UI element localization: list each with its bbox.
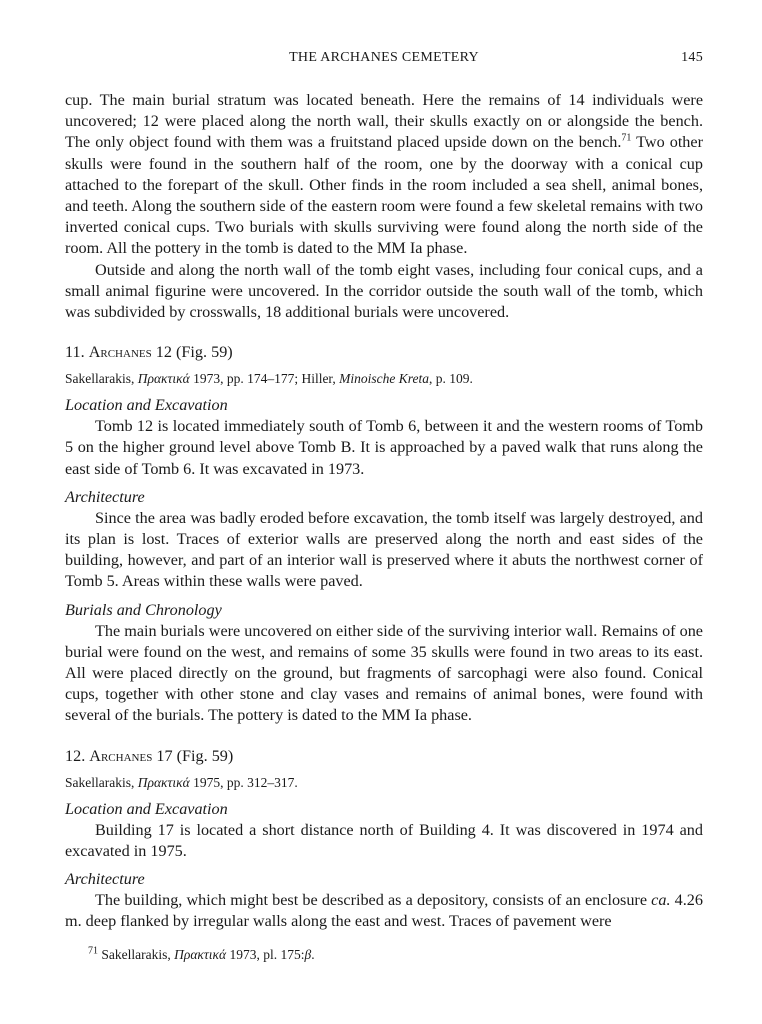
entry-heading-11 (65, 342, 703, 363)
footnote-journal: Πρακτικά (174, 947, 227, 962)
subsection-heading: Architecture (65, 870, 145, 889)
running-title: THE ARCHANES CEMETERY (289, 50, 479, 65)
footnote-plate-letter: β (304, 947, 312, 962)
site-name: Archanes (89, 746, 153, 765)
paragraph: Outside and along the north wall of the tomb eight vases, including four conical cups, and a small animal figurine were uncovered. In the corridor outside the south wall of the tomb, which was subdivided by crosswalls, 18 additional burials were uncovered. (65, 260, 703, 322)
citation-journal: Πρακτικά (137, 774, 190, 790)
footnote-text: 1973, pl. 175: (226, 947, 305, 962)
citation-book-title: Minoische Kreta (339, 371, 429, 387)
citation-text: Sakellarakis, (65, 774, 138, 790)
paragraph-text: 4.26 m. deep flanked by irregular walls along the east and west. Traces of pavement were (65, 891, 703, 931)
page-number: 145 (681, 50, 703, 65)
citation-line (65, 774, 703, 792)
subsection-heading: Location and Excavation (65, 799, 228, 818)
citation-text: 1975, pp. 312–317. (189, 774, 298, 790)
paragraph: Building 17 is located a short distance north of Building 4. It was discovered in 1974 and excavated in 1975. (65, 820, 703, 860)
entry-heading-12 (65, 746, 703, 767)
footnote-text: Sakellarakis, (98, 947, 175, 962)
subsection-heading: Location and Excavation (65, 396, 228, 415)
paragraph (65, 890, 703, 932)
paragraph-text: The building, which might best be described as a depository, consists of an enclosure (95, 891, 652, 910)
body-text (65, 90, 703, 932)
paragraph (65, 90, 703, 260)
citation-text: , p. 109. (429, 371, 473, 387)
site-name: Archanes (88, 343, 152, 362)
paragraph-text: Two other skulls were found in the southern half of the room, one by the doorway with a conical cup attached to the forepart of the skull. Other finds in the room included a sea shell, animal bones, and teeth. Along the southern side of the eastern room were found a few skeletal remains with two inverted conical cups. Two burials with skulls surviving were found along the north side of the room. All the pottery in the tomb is dated to the MM Ia phase. (65, 133, 703, 258)
subsection-heading: Architecture (65, 487, 145, 506)
citation-text: Sakellarakis, (65, 371, 138, 387)
paragraph: Tomb 12 is located immediately south of Tomb 6, between it and the western rooms of Tomb 5 on the higher ground level above Tomb B. It is approached by a paved walk that runs along the east side of Tomb 6. It was excavated in 1973. (65, 417, 703, 478)
footnote (88, 946, 703, 964)
citation-journal: Πρακτικά (137, 371, 190, 387)
entry-reference: 12 (Fig. 59) (155, 343, 233, 362)
footnote-reference: 71 (621, 133, 632, 145)
entry-reference: 17 (Fig. 59) (156, 746, 234, 765)
paragraph: The main burials were uncovered on either side of the surviving interior wall. Remains of one burial were found on the west, and remains of some 35 skulls were found in two areas to its east. All were placed directly on the ground, but fragments of sarcophagi were also found. Conical cups, together with other stone and clay vases and remains of animal bones, were found with several of the burials. The pottery is dated to the MM Ia phase. (65, 621, 703, 725)
subsection-heading: Burials and Chronology (65, 600, 222, 619)
footnote-text: . (311, 947, 315, 962)
paragraph: Since the area was badly eroded before excavation, the tomb itself was largely destroyed, and its plan is lost. Traces of exterior walls are preserved along the north and east sides of the building, however, and part of an interior wall is preserved where it abuts the northwest corner of Tomb 5. Areas within these walls were paved. (65, 508, 703, 591)
footnote-mark: 71 (88, 945, 98, 957)
citation-line (65, 370, 703, 388)
entry-number: 12. (65, 746, 86, 765)
paragraph-text: cup. The main burial stratum was located beneath. Here the remains of 14 individuals were uncovered; 12 were placed along the north wall, their skulls exactly on or alongside the bench. The only object found with them was a fruitstand placed upside down on the bench. (65, 91, 703, 152)
abbreviation: ca. (651, 891, 671, 910)
citation-text: 1973, pp. 174–177; Hiller, (189, 371, 340, 387)
entry-number: 11. (65, 343, 85, 362)
